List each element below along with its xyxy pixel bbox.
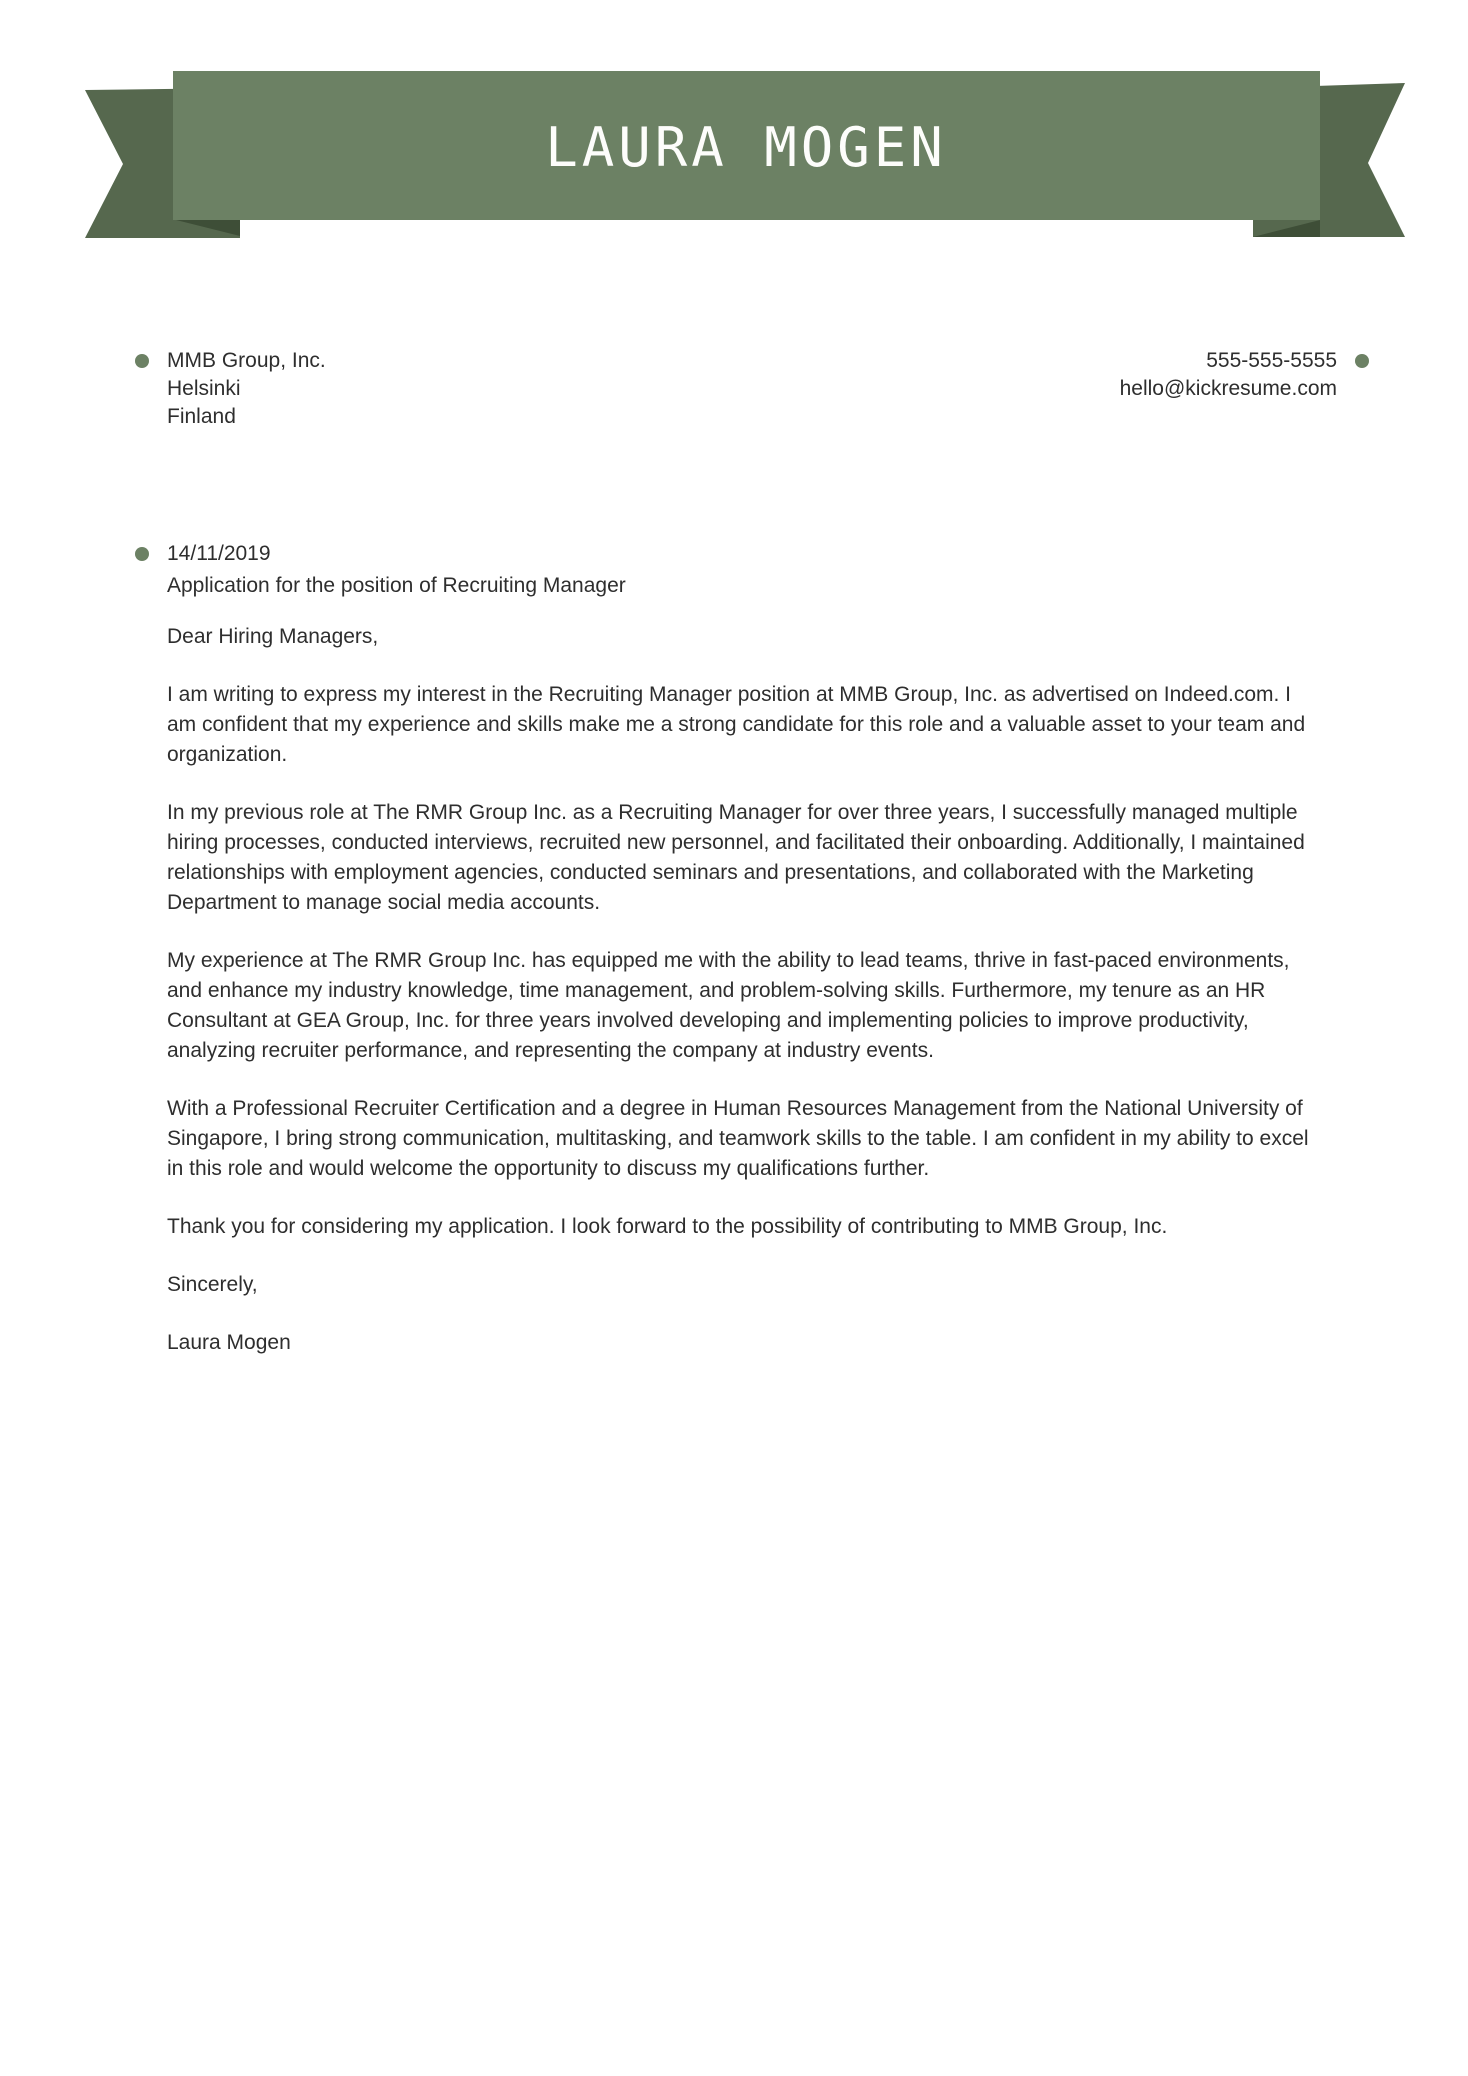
bullet-dot-icon xyxy=(135,547,149,561)
letter-body xyxy=(167,622,1317,1386)
name-ribbon-banner xyxy=(0,0,1468,250)
bullet-dot-icon xyxy=(1355,354,1369,368)
sender-contact-block xyxy=(1120,347,1369,403)
paragraph-2: In my previous role at The RMR Group Inc. as a Recruiting Manager for over three years, I successfully managed multiple hiring processes, conducted interviews, recruited new personnel, and facilitated their onboarding. Additionally, I maintained relationships with employment agencies, conducted seminars and presentations, and collaborated with the Marketing Department to manage social media accounts. xyxy=(167,801,1305,914)
letter-date: 14/11/2019 xyxy=(167,542,271,565)
sender-phone: 555-555-5555 xyxy=(1206,349,1337,372)
paragraph-1: I am writing to express my interest in the Recruiting Manager position at MMB Group, Inc. as advertised on Indeed.com. I am confident that my experience and skills make me a strong candidate for this role and a valuable asset to your team and organization. xyxy=(167,683,1306,766)
paragraph-3: My experience at The RMR Group Inc. has equipped me with the ability to lead teams, thrive in fast-paced environments, and enhance my industry knowledge, time management, and problem-solving skills. Furthermore, my tenure as an HR Consultant at GEA Group, Inc. for three years involved developing and implementing policies to improve productivity, analyzing recruiter performance, and representing the company at industry events. xyxy=(167,949,1290,1062)
date-subject-block xyxy=(135,538,626,602)
bullet-dot-icon xyxy=(135,354,149,368)
recipient-country: Finland xyxy=(167,405,236,428)
signature: Laura Mogen xyxy=(167,1331,291,1354)
recipient-block xyxy=(135,347,326,431)
letter-subject: Application for the position of Recruiting Manager xyxy=(167,574,626,597)
paragraph-4: With a Professional Recruiter Certification and a degree in Human Resources Management from the National University of Singapore, I bring strong communication, multitasking, and teamwork skills to the table. I am confident in my ability to excel in this role and would welcome the opportunity to discuss my qualifications further. xyxy=(167,1097,1309,1180)
paragraph-5: Thank you for considering my application. I look forward to the possibility of contributing to MMB Group, Inc. xyxy=(167,1215,1168,1238)
candidate-name: LAURA MOGEN xyxy=(545,116,947,179)
sender-email: hello@kickresume.com xyxy=(1119,377,1337,400)
salutation: Dear Hiring Managers, xyxy=(167,625,379,648)
recipient-company: MMB Group, Inc. xyxy=(167,349,326,372)
recipient-city: Helsinki xyxy=(167,377,241,400)
closing: Sincerely, xyxy=(167,1273,258,1296)
